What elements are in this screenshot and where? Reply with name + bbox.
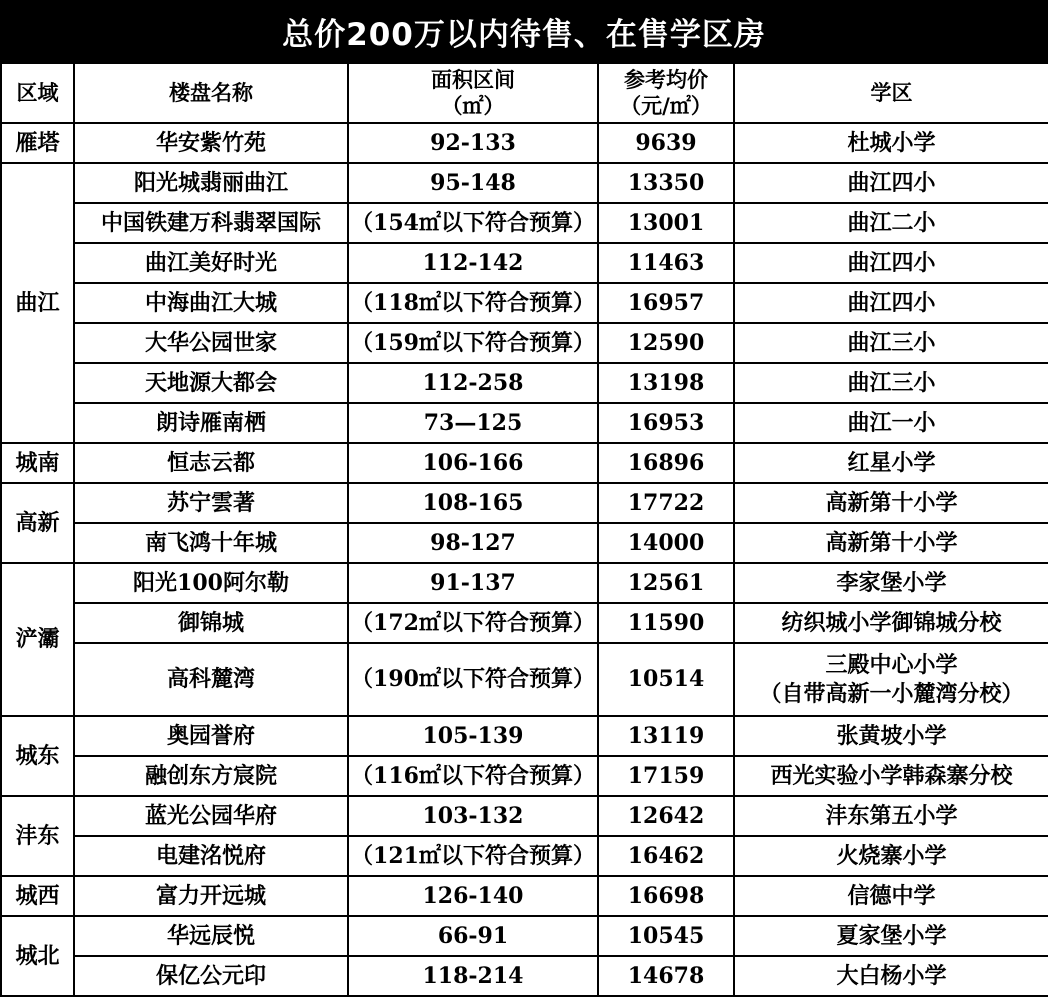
header-price-line1: 参考均价 xyxy=(624,67,708,92)
school-name: 红星小学 xyxy=(847,449,936,476)
avg-price-cell: 10545 xyxy=(598,916,734,956)
school-cell xyxy=(734,756,1048,796)
header-name: 楼盘名称 xyxy=(74,63,348,123)
area-range-cell: （116㎡以下符合预算） xyxy=(348,756,598,796)
school-name: 曲江二小 xyxy=(847,209,936,236)
school-name: 三殿中心小学 xyxy=(825,651,958,678)
avg-price-cell: 13119 xyxy=(598,716,734,756)
estate-name-cell: 御锦城 xyxy=(74,603,348,643)
estate-name-cell: 华远辰悦 xyxy=(74,916,348,956)
school-cell xyxy=(734,123,1048,163)
area-range-cell: 108-165 xyxy=(348,483,598,523)
avg-price-cell: 16698 xyxy=(598,876,734,916)
district-cell: 城北 xyxy=(1,916,74,996)
area-range-cell: 92-133 xyxy=(348,123,598,163)
school-cell xyxy=(734,523,1048,563)
estate-name-cell: 阳光城翡丽曲江 xyxy=(74,163,348,203)
area-range-cell: 118-214 xyxy=(348,956,598,996)
estate-name-cell: 大华公园世家 xyxy=(74,323,348,363)
school-name: 纺织城小学御锦城分校 xyxy=(781,609,1002,636)
avg-price-cell: 14678 xyxy=(598,956,734,996)
avg-price-cell: 12561 xyxy=(598,563,734,603)
school-cell xyxy=(734,603,1048,643)
area-range-cell: 105-139 xyxy=(348,716,598,756)
avg-price-cell: 17159 xyxy=(598,756,734,796)
school-cell xyxy=(734,796,1048,836)
table-row xyxy=(1,323,1048,363)
estate-name-cell: 朗诗雁南栖 xyxy=(74,403,348,443)
school-name: （自带高新一小麓湾分校） xyxy=(759,680,1024,707)
table-row xyxy=(1,403,1048,443)
school-name: 大白杨小学 xyxy=(836,962,947,989)
table-row xyxy=(1,243,1048,283)
estate-name-cell: 融创东方宸院 xyxy=(74,756,348,796)
avg-price-cell: 11590 xyxy=(598,603,734,643)
district-cell: 曲江 xyxy=(1,163,74,443)
area-range-cell: （121㎡以下符合预算） xyxy=(348,836,598,876)
school-name: 杜城小学 xyxy=(847,129,936,156)
district-cell: 雁塔 xyxy=(1,123,74,163)
district-cell: 城西 xyxy=(1,876,74,916)
school-cell xyxy=(734,203,1048,243)
avg-price-cell: 16957 xyxy=(598,283,734,323)
estate-name-cell: 保亿公元印 xyxy=(74,956,348,996)
area-range-cell: 106-166 xyxy=(348,443,598,483)
district-cell: 城东 xyxy=(1,716,74,796)
table-row xyxy=(1,563,1048,603)
area-range-cell: （118㎡以下符合预算） xyxy=(348,283,598,323)
school-cell xyxy=(734,876,1048,916)
avg-price-cell: 13001 xyxy=(598,203,734,243)
avg-price-cell: 16462 xyxy=(598,836,734,876)
estate-name-cell: 阳光100阿尔勒 xyxy=(74,563,348,603)
header-area-line1: 面积区间 xyxy=(431,67,515,92)
area-range-cell: 73—125 xyxy=(348,403,598,443)
avg-price-cell: 14000 xyxy=(598,523,734,563)
estate-name-cell: 中海曲江大城 xyxy=(74,283,348,323)
header-price xyxy=(598,63,734,123)
school-cell xyxy=(734,163,1048,203)
table-row xyxy=(1,956,1048,996)
area-range-cell: 95-148 xyxy=(348,163,598,203)
district-cell: 沣东 xyxy=(1,796,74,876)
school-name: 夏家堡小学 xyxy=(836,922,947,949)
school-name: 曲江三小 xyxy=(847,329,936,356)
school-name: 沣东第五小学 xyxy=(825,802,958,829)
school-cell xyxy=(734,363,1048,403)
school-name: 西光实验小学韩森寨分校 xyxy=(770,762,1013,789)
estate-name-cell: 天地源大都会 xyxy=(74,363,348,403)
page-title: 总价200万以内待售、在售学区房 xyxy=(0,0,1048,62)
avg-price-cell: 9639 xyxy=(598,123,734,163)
school-name: 信德中学 xyxy=(847,882,936,909)
avg-price-cell: 16896 xyxy=(598,443,734,483)
table-row xyxy=(1,203,1048,243)
estate-name-cell: 中国铁建万科翡翠国际 xyxy=(74,203,348,243)
table-row xyxy=(1,443,1048,483)
header-area xyxy=(348,63,598,123)
school-cell xyxy=(734,403,1048,443)
area-range-cell: 112-258 xyxy=(348,363,598,403)
table-row xyxy=(1,716,1048,756)
school-cell xyxy=(734,243,1048,283)
school-name: 李家堡小学 xyxy=(836,569,947,596)
header-row xyxy=(1,63,1048,123)
school-cell xyxy=(734,443,1048,483)
area-range-cell: 98-127 xyxy=(348,523,598,563)
table-row xyxy=(1,123,1048,163)
table-row xyxy=(1,523,1048,563)
school-name: 曲江三小 xyxy=(847,369,936,396)
estate-name-cell: 苏宁雲著 xyxy=(74,483,348,523)
table-row xyxy=(1,876,1048,916)
estate-name-cell: 奥园誉府 xyxy=(74,716,348,756)
avg-price-cell: 16953 xyxy=(598,403,734,443)
school-name: 高新第十小学 xyxy=(825,489,958,516)
school-cell xyxy=(734,716,1048,756)
school-cell xyxy=(734,483,1048,523)
header-price-line2: （元/㎡） xyxy=(620,93,712,118)
table-row xyxy=(1,163,1048,203)
estate-name-cell: 蓝光公园华府 xyxy=(74,796,348,836)
area-range-cell: （159㎡以下符合预算） xyxy=(348,323,598,363)
school-cell xyxy=(734,836,1048,876)
area-range-cell: （172㎡以下符合预算） xyxy=(348,603,598,643)
estate-name-cell: 南飞鸿十年城 xyxy=(74,523,348,563)
table-row xyxy=(1,756,1048,796)
avg-price-cell: 10514 xyxy=(598,643,734,716)
school-cell xyxy=(734,916,1048,956)
school-name: 曲江一小 xyxy=(847,409,936,436)
table-row xyxy=(1,796,1048,836)
area-range-cell: 126-140 xyxy=(348,876,598,916)
table-row xyxy=(1,363,1048,403)
header-school: 学区 xyxy=(734,63,1048,123)
school-name: 火烧寨小学 xyxy=(836,842,947,869)
table-body xyxy=(1,63,1048,996)
estate-name-cell: 富力开远城 xyxy=(74,876,348,916)
school-district-table xyxy=(0,62,1048,997)
header-district: 区域 xyxy=(1,63,74,123)
school-name: 曲江四小 xyxy=(847,249,936,276)
estate-name-cell: 电建洺悦府 xyxy=(74,836,348,876)
area-range-cell: （154㎡以下符合预算） xyxy=(348,203,598,243)
table-row xyxy=(1,643,1048,716)
area-range-cell: （190㎡以下符合预算） xyxy=(348,643,598,716)
estate-name-cell: 华安紫竹苑 xyxy=(74,123,348,163)
avg-price-cell: 13350 xyxy=(598,163,734,203)
school-name: 高新第十小学 xyxy=(825,529,958,556)
avg-price-cell: 11463 xyxy=(598,243,734,283)
avg-price-cell: 12642 xyxy=(598,796,734,836)
table-row xyxy=(1,283,1048,323)
district-cell: 高新 xyxy=(1,483,74,563)
avg-price-cell: 13198 xyxy=(598,363,734,403)
area-range-cell: 66-91 xyxy=(348,916,598,956)
school-cell xyxy=(734,643,1048,716)
estate-name-cell: 恒志云都 xyxy=(74,443,348,483)
estate-name-cell: 曲江美好时光 xyxy=(74,243,348,283)
district-cell: 浐灞 xyxy=(1,563,74,716)
avg-price-cell: 17722 xyxy=(598,483,734,523)
school-cell xyxy=(734,323,1048,363)
school-name: 张黄坡小学 xyxy=(836,722,947,749)
area-range-cell: 91-137 xyxy=(348,563,598,603)
school-cell xyxy=(734,283,1048,323)
table-row xyxy=(1,483,1048,523)
school-cell xyxy=(734,563,1048,603)
table-row xyxy=(1,916,1048,956)
school-name: 曲江四小 xyxy=(847,289,936,316)
header-area-line2: （㎡） xyxy=(441,93,505,118)
table-row xyxy=(1,836,1048,876)
estate-name-cell: 高科麓湾 xyxy=(74,643,348,716)
school-cell xyxy=(734,956,1048,996)
area-range-cell: 112-142 xyxy=(348,243,598,283)
avg-price-cell: 12590 xyxy=(598,323,734,363)
table-row xyxy=(1,603,1048,643)
district-cell: 城南 xyxy=(1,443,74,483)
school-name: 曲江四小 xyxy=(847,169,936,196)
area-range-cell: 103-132 xyxy=(348,796,598,836)
